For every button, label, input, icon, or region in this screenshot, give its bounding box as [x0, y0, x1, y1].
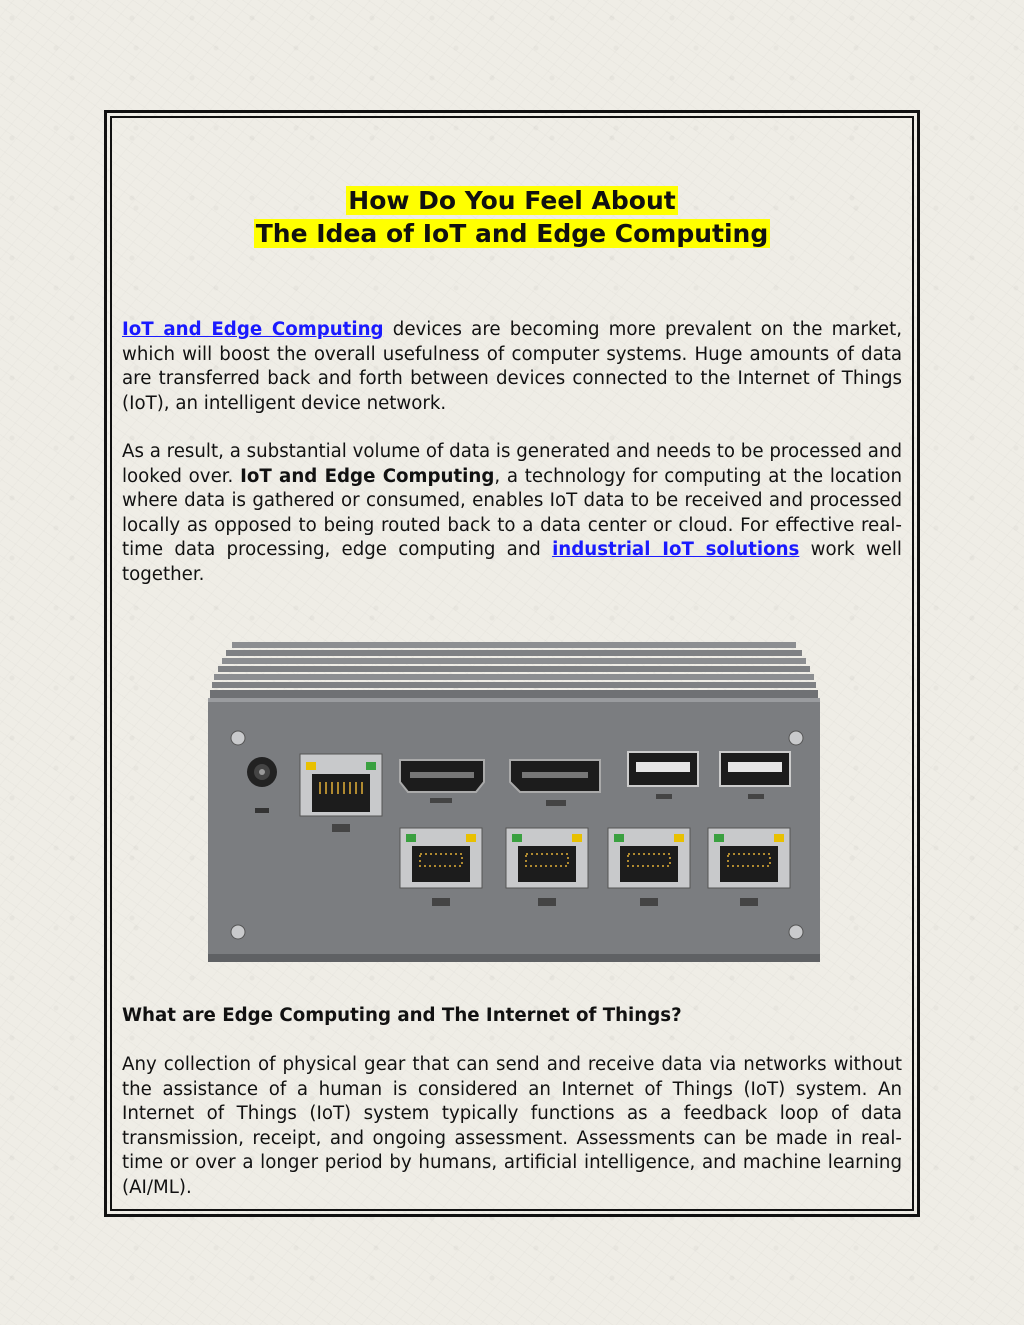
industrial-iot-solutions-link[interactable]: industrial IoT solutions	[552, 539, 800, 560]
title-line-1: How Do You Feel About	[348, 186, 676, 215]
second-paragraph-text-2: , a technology for computing at the location where data is gathered or consumed, enables IoT data to be received and processed locally as opposed to being routed back to a data center or cloud. For effective real-time data processing, edge computing and	[122, 465, 902, 560]
title-line-2: The Idea of IoT and Edge Computing	[255, 219, 769, 248]
second-paragraph-bold: IoT and Edge Computing	[240, 465, 495, 487]
second-paragraph-text-3: work well together.	[122, 539, 902, 585]
screw-icon	[789, 731, 803, 745]
intro-paragraph	[122, 318, 902, 416]
screw-icon	[231, 731, 245, 745]
third-paragraph: Any collection of physical gear that can send and receive data via networks without the assistance of a human is considered an Internet of Things (IoT) system. An Internet of Things (IoT) system typically functions as a feedback loop of data transmission, receipt, and ongoing assessment. Assessments can be made in real-time or over a longer period by humans, artificial intelligence, and machine learning (AI/ML).	[122, 1054, 902, 1198]
iot-edge-computing-link[interactable]: IoT and Edge Computing	[122, 319, 384, 340]
section-heading: What are Edge Computing and The Internet of Things?	[122, 1005, 682, 1026]
second-paragraph-text-1: As a result, a substantial volume of data is generated and needs to be processed and looked over.	[122, 441, 902, 487]
edge-computer-device-image	[204, 642, 824, 964]
page-title	[112, 184, 912, 250]
second-paragraph	[122, 440, 902, 587]
heatsink-fins	[210, 642, 818, 698]
intro-paragraph-text: devices are becoming more prevalent on the market, which will boost the overall usefulness of computer systems. Huge amounts of data are transferred back and forth between devices connected to the Internet of Things (IoT), an intelligent device network.	[122, 319, 902, 414]
page-frame-inner	[110, 116, 914, 1211]
screw-icon	[231, 925, 245, 939]
page-frame	[104, 110, 920, 1217]
screw-icon	[789, 925, 803, 939]
